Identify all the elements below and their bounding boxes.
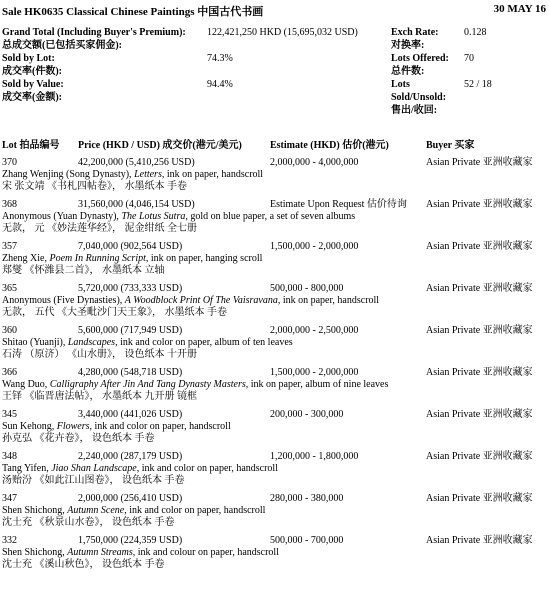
- lots-offered-label: Lots Offered:: [391, 53, 449, 64]
- lot-buyer: Asian Private 亚洲收藏家: [426, 367, 533, 378]
- lots-offered-value: 70: [464, 53, 474, 64]
- lot-number: 366: [2, 367, 17, 378]
- lot-medium: , ink and color on paper, handscroll: [136, 463, 278, 474]
- lot-estimate: 1,200,000 - 1,800,000: [270, 451, 359, 462]
- sold-by-value-value: 94.4%: [207, 79, 233, 90]
- lot-number: 360: [2, 325, 17, 336]
- lot-title: Flowers: [56, 421, 90, 432]
- lot-price: 2,000,000 (256,410 USD): [78, 493, 183, 504]
- lot-artist: Zheng Xie,: [2, 253, 50, 264]
- lot-title: Poem In Running Script: [49, 253, 146, 264]
- exch-rate-value: 0.128: [464, 27, 487, 38]
- lot-buyer: Asian Private 亚洲收藏家: [426, 535, 533, 546]
- lot-estimate: 200,000 - 300,000: [270, 409, 344, 420]
- lot-description: [2, 463, 278, 475]
- lot-estimate: 2,000,000 - 4,000,000: [270, 157, 359, 168]
- lot-description: [2, 421, 231, 433]
- lot-price: 42,200,000 (5,410,256 USD): [78, 157, 195, 168]
- lot-number: 345: [2, 409, 17, 420]
- lot-price: 5,720,000 (733,333 USD): [78, 283, 183, 294]
- lot-title: Autumn Scene: [67, 505, 125, 516]
- lot-title: Landscapes: [67, 337, 116, 348]
- lot-title: The Lotus Sutra: [121, 211, 186, 222]
- lot-description: [2, 253, 262, 265]
- table-row: [0, 409, 550, 449]
- lot-title: Letters: [134, 169, 162, 180]
- table-row: [0, 493, 550, 533]
- lot-title: Calligraphy After Jin And Tang Dynasty Masters: [49, 379, 246, 390]
- lot-description-cn: 无款， 元 《妙法莲华经》， 泥金绀纸 全七册: [2, 223, 197, 234]
- table-row: [0, 199, 550, 239]
- lot-price: 3,440,000 (441,026 USD): [78, 409, 183, 420]
- lot-medium: , ink on paper, hanging scroll: [145, 253, 263, 264]
- lot-artist: Shitao (Yuanji),: [2, 337, 68, 348]
- lots-sold-value: 52 / 18: [464, 79, 492, 90]
- grand-total-label-cn: 总成交额(已包括买家佣金):: [2, 40, 122, 51]
- lot-artist: Sun Kehong,: [2, 421, 57, 432]
- sold-by-lot-value: 74.3%: [207, 53, 233, 64]
- lot-description-cn: 郑燮 《怀潍县二首》， 水墨纸本 立轴: [2, 265, 165, 276]
- sold-by-lot-label-cn: 成交率(件数):: [2, 66, 62, 77]
- lot-medium: , ink on paper, album of nine leaves: [245, 379, 389, 390]
- grand-total-value: 122,421,250 HKD (15,695,032 USD): [207, 27, 358, 38]
- lot-estimate: 280,000 - 380,000: [270, 493, 344, 504]
- lot-buyer: Asian Private 亚洲收藏家: [426, 157, 533, 168]
- column-header-buyer: Buyer 买家: [426, 140, 475, 151]
- lot-price: 1,750,000 (224,359 USD): [78, 535, 183, 546]
- lot-description: [2, 547, 279, 559]
- lot-buyer: Asian Private 亚洲收藏家: [426, 409, 533, 420]
- lot-description-cn: 沈士充 《溪山秋色》， 设色纸本 手卷: [2, 559, 165, 570]
- lot-title: Jiao Shan Landscape: [51, 463, 137, 474]
- lot-number: 368: [2, 199, 17, 210]
- table-row: [0, 535, 550, 575]
- lot-description-cn: 汤贻汾 《如此江山图卷》， 设色纸本 手卷: [2, 475, 185, 486]
- table-row: [0, 451, 550, 491]
- lot-price: 7,040,000 (902,564 USD): [78, 241, 183, 252]
- lot-buyer: Asian Private 亚洲收藏家: [426, 451, 533, 462]
- lot-estimate: 2,000,000 - 2,500,000: [270, 325, 359, 336]
- table-row: [0, 367, 550, 407]
- lot-buyer: Asian Private 亚洲收藏家: [426, 493, 533, 504]
- lot-title: Autumn Streams: [67, 547, 133, 558]
- lots-sold-label: Lots Sold/Unsold:: [391, 79, 447, 103]
- lot-buyer: Asian Private 亚洲收藏家: [426, 283, 533, 294]
- lot-price: 5,600,000 (717,949 USD): [78, 325, 183, 336]
- column-header-price: Price (HKD / USD) 成交价(港元/美元): [78, 140, 242, 151]
- lot-description-cn: 王铎 《临晋唐法帖》， 水墨纸本 九开册 镜框: [2, 391, 197, 402]
- lot-number: 365: [2, 283, 17, 294]
- lots-offered-label-cn: 总件数:: [391, 66, 425, 77]
- lot-artist: Shen Shichong,: [2, 505, 68, 516]
- lot-description: [2, 379, 388, 391]
- lot-medium: , ink on paper, handscroll: [161, 169, 264, 180]
- lot-description-cn: 无款， 五代 《大圣毗沙门天王象》， 水墨纸本 手卷: [2, 307, 227, 318]
- table-row: [0, 325, 550, 365]
- lot-description-cn: 孙克弘 《花卉卷》， 设色纸本 手卷: [2, 433, 155, 444]
- lot-number: 348: [2, 451, 17, 462]
- lot-price: 31,560,000 (4,046,154 USD): [78, 199, 195, 210]
- lot-price: 4,280,000 (548,718 USD): [78, 367, 183, 378]
- table-row: [0, 283, 550, 323]
- sale-title: Sale HK0635 Classical Chinese Paintings 中国古代书画: [2, 6, 264, 18]
- lot-medium: , ink and color on paper, handscroll: [89, 421, 231, 432]
- lot-medium: , ink and color on paper, album of ten leaves: [115, 337, 293, 348]
- lot-medium: , gold on blue paper, a set of seven albums: [185, 211, 356, 222]
- sold-by-value-label-cn: 成交率(金额):: [2, 92, 62, 103]
- lot-artist: Zhang Wenjing (Song Dynasty),: [2, 169, 135, 180]
- lot-description: [2, 169, 263, 181]
- column-header-lot: Lot 拍品编号: [2, 140, 60, 151]
- lot-description-cn: 石涛 （原济） 《山水册》， 设色纸本 十开册: [2, 349, 197, 360]
- lot-estimate: Estimate Upon Request 估价待询: [270, 199, 407, 210]
- column-header-estimate: Estimate (HKD) 估价(港元): [270, 140, 389, 151]
- lot-artist: Wang Duo,: [2, 379, 50, 390]
- lot-description: [2, 505, 265, 517]
- exch-rate-label-cn: 对换率:: [391, 40, 425, 51]
- table-row: [0, 157, 550, 197]
- lot-description-cn: 宋 张文靖 《书札四帖卷》， 水墨纸本 手卷: [2, 181, 187, 192]
- lot-number: 370: [2, 157, 17, 168]
- lot-artist: Anonymous (Yuan Dynasty),: [2, 211, 122, 222]
- lot-estimate: 500,000 - 800,000: [270, 283, 344, 294]
- lot-estimate: 1,500,000 - 2,000,000: [270, 241, 359, 252]
- sold-by-value-label: Sold by Value:: [2, 79, 64, 90]
- lot-medium: , ink and color on paper, handscroll: [124, 505, 266, 516]
- lot-price: 2,240,000 (287,179 USD): [78, 451, 183, 462]
- sold-by-lot-label: Sold by Lot:: [2, 53, 55, 64]
- lots-sold-label-cn: 售出/收回:: [391, 105, 438, 116]
- lot-description-cn: 沈士充 《秋景山水卷》， 设色纸本 手卷: [2, 517, 175, 528]
- lot-artist: Anonymous (Five Dynasties),: [2, 295, 125, 306]
- lot-number: 347: [2, 493, 17, 504]
- lot-number: 332: [2, 535, 17, 546]
- lot-artist: Tang Yifen,: [2, 463, 52, 474]
- lot-estimate: 500,000 - 700,000: [270, 535, 344, 546]
- lot-description: [2, 295, 379, 307]
- lot-title: A Woodblock Print Of The Vaisravana: [124, 295, 278, 306]
- lot-description: [2, 337, 293, 349]
- lot-buyer: Asian Private 亚洲收藏家: [426, 325, 533, 336]
- table-row: [0, 241, 550, 281]
- lot-description: [2, 211, 355, 223]
- lot-artist: Shen Shichong,: [2, 547, 68, 558]
- sale-date: 30 MAY 16: [493, 3, 546, 15]
- lot-estimate: 1,500,000 - 2,000,000: [270, 367, 359, 378]
- lot-medium: , ink and colour on paper, handscroll: [132, 547, 279, 558]
- lot-buyer: Asian Private 亚洲收藏家: [426, 241, 533, 252]
- lot-number: 357: [2, 241, 17, 252]
- grand-total-label: Grand Total (Including Buyer's Premium):: [2, 27, 186, 38]
- exch-rate-label: Exch Rate:: [391, 27, 439, 38]
- lot-medium: , ink on paper, handscroll: [277, 295, 380, 306]
- lot-buyer: Asian Private 亚洲收藏家: [426, 199, 533, 210]
